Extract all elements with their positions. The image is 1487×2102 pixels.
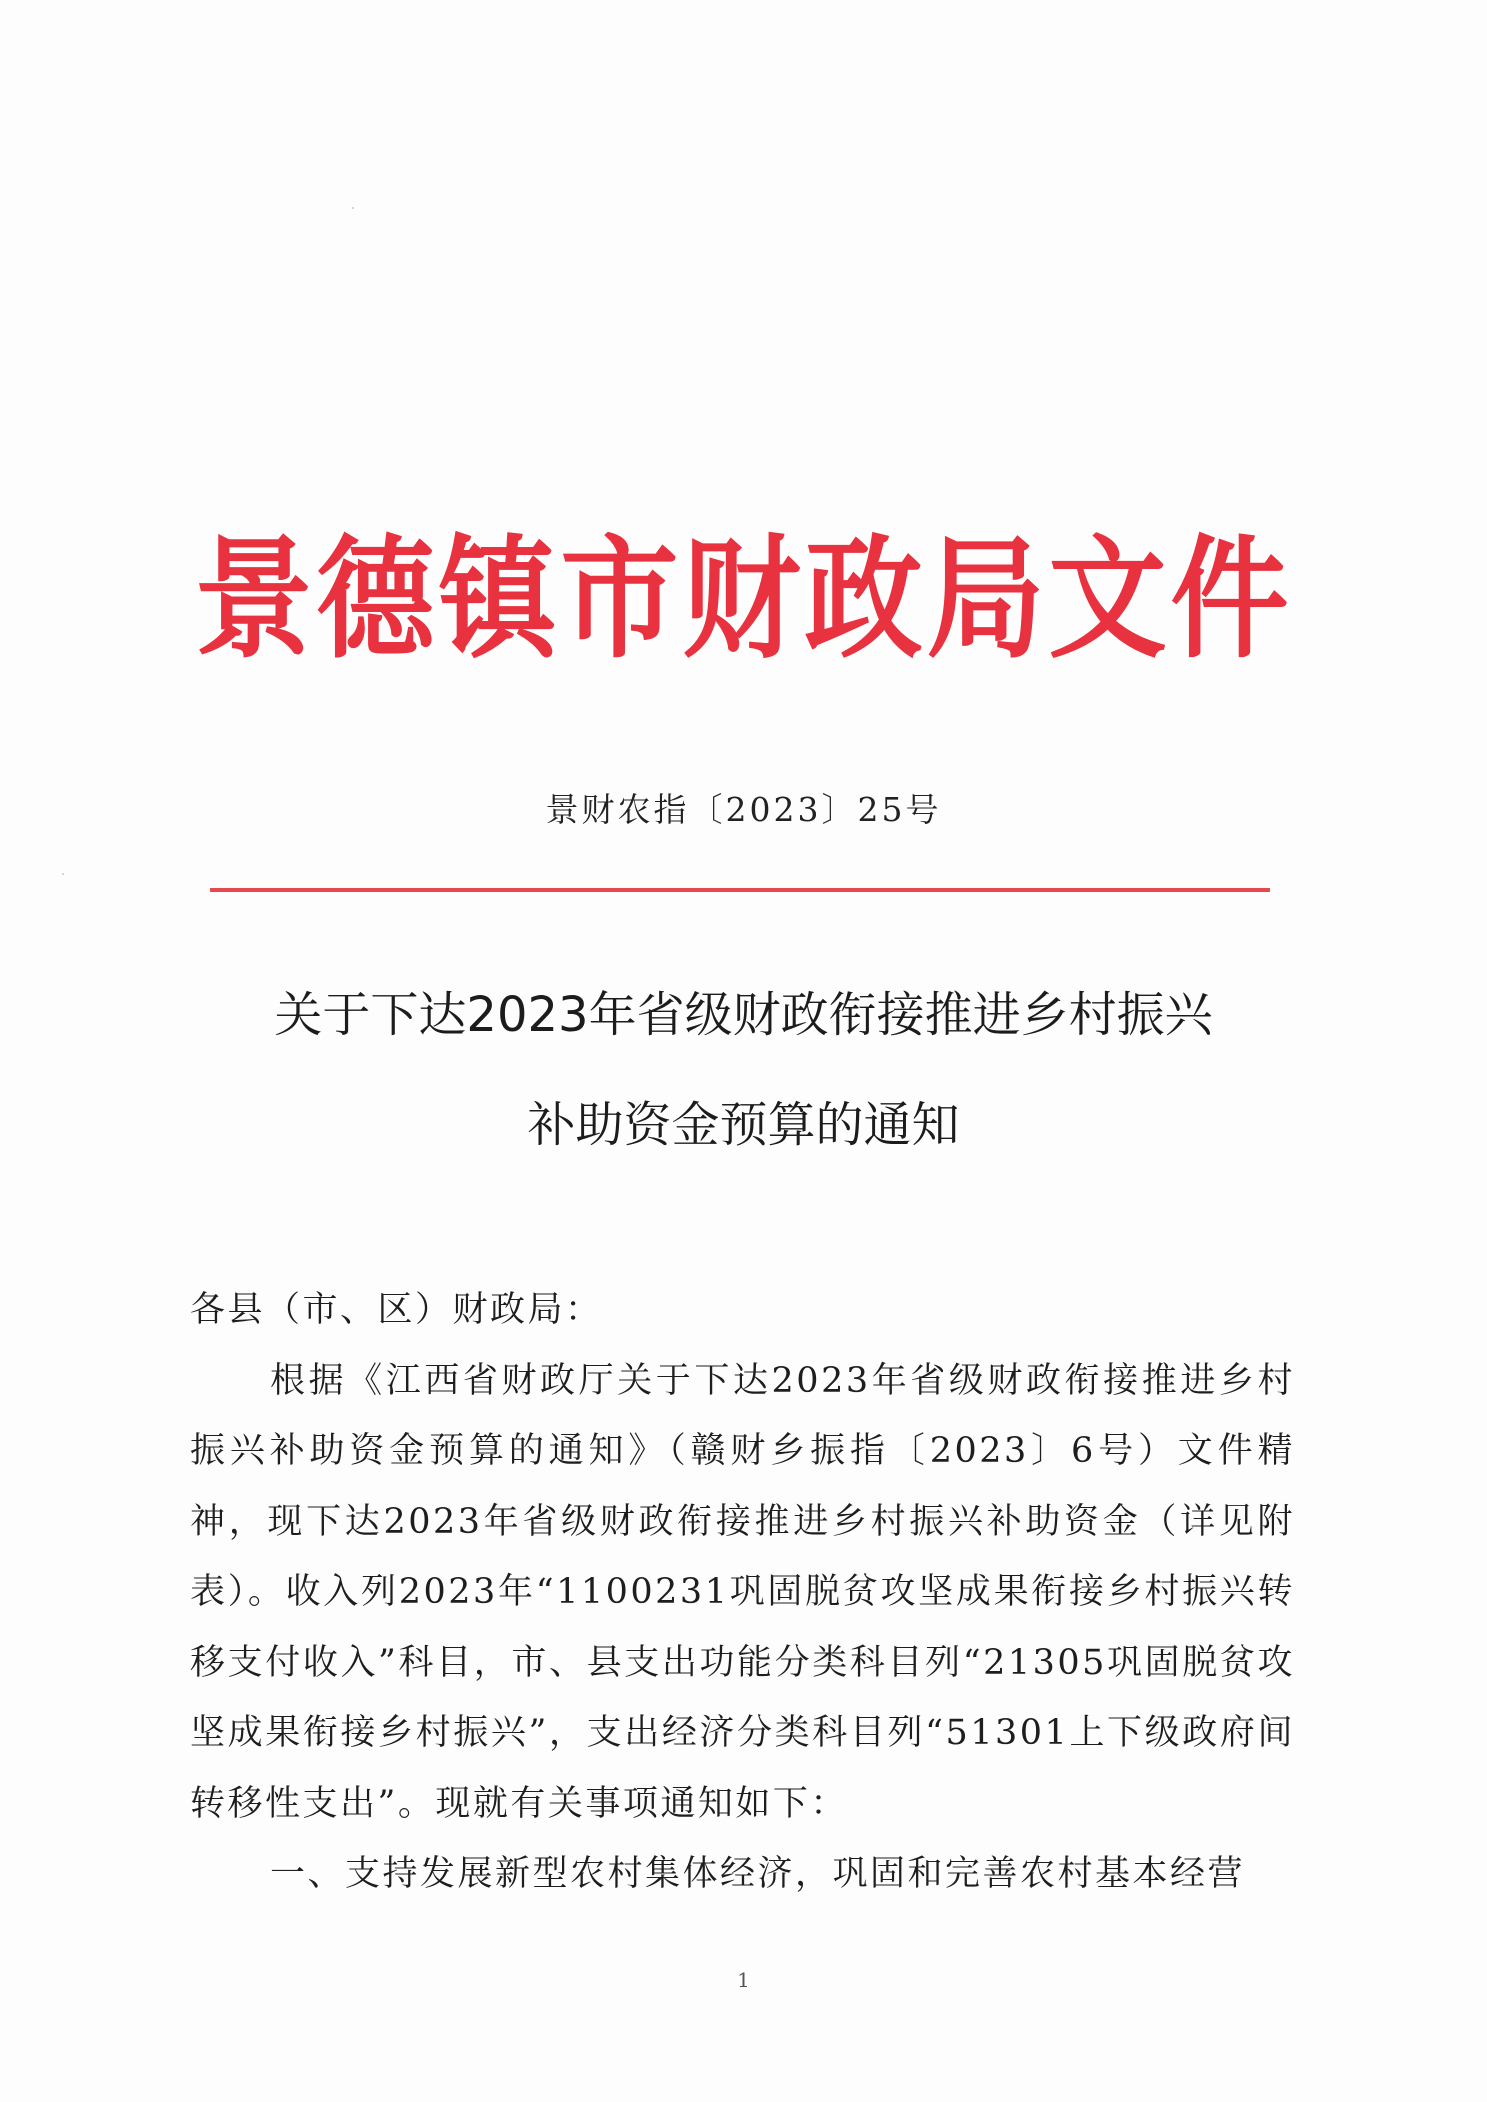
body-paragraph-1: 根据《江西省财政厅关于下达2023年省级财政衔接推进乡村振兴补助资金预算的通知》（赣财乡振指〔2023〕6号）文件精神，现下达2023年省级财政衔接推进乡村振兴补助资金（详见附表）。收入列2023年“1100231巩固脱贫攻坚成果衔接乡村振兴转移支付收入”科目，市、县支出功能分类科目列“21305巩固脱贫攻坚成果衔接乡村振兴”，支出经济分类科目列“51301上下级政府间转移性支出”。现就有关事项通知如下：: [190, 1360, 1295, 1824]
salutation: 各县（市、区）财政局：: [190, 1290, 603, 1330]
document-number: 景财农指〔2023〕25号: [545, 790, 942, 829]
scan-speck: [62, 873, 64, 875]
document-body: [190, 1275, 1295, 1910]
document-title: [150, 960, 1337, 1180]
document-title-line-2: 补助资金预算的通知: [527, 1097, 960, 1153]
page-number: 1: [737, 1968, 750, 1992]
issuer-masthead: 景德镇市财政局文件: [194, 520, 1293, 677]
red-separator-rule: [210, 888, 1270, 892]
body-paragraph-2: 一、支持发展新型农村集体经济，巩固和完善农村基本经营: [270, 1854, 1246, 1894]
document-title-line-1: 关于下达2023年省级财政衔接推进乡村振兴: [274, 987, 1213, 1043]
scan-speck: [352, 207, 354, 209]
